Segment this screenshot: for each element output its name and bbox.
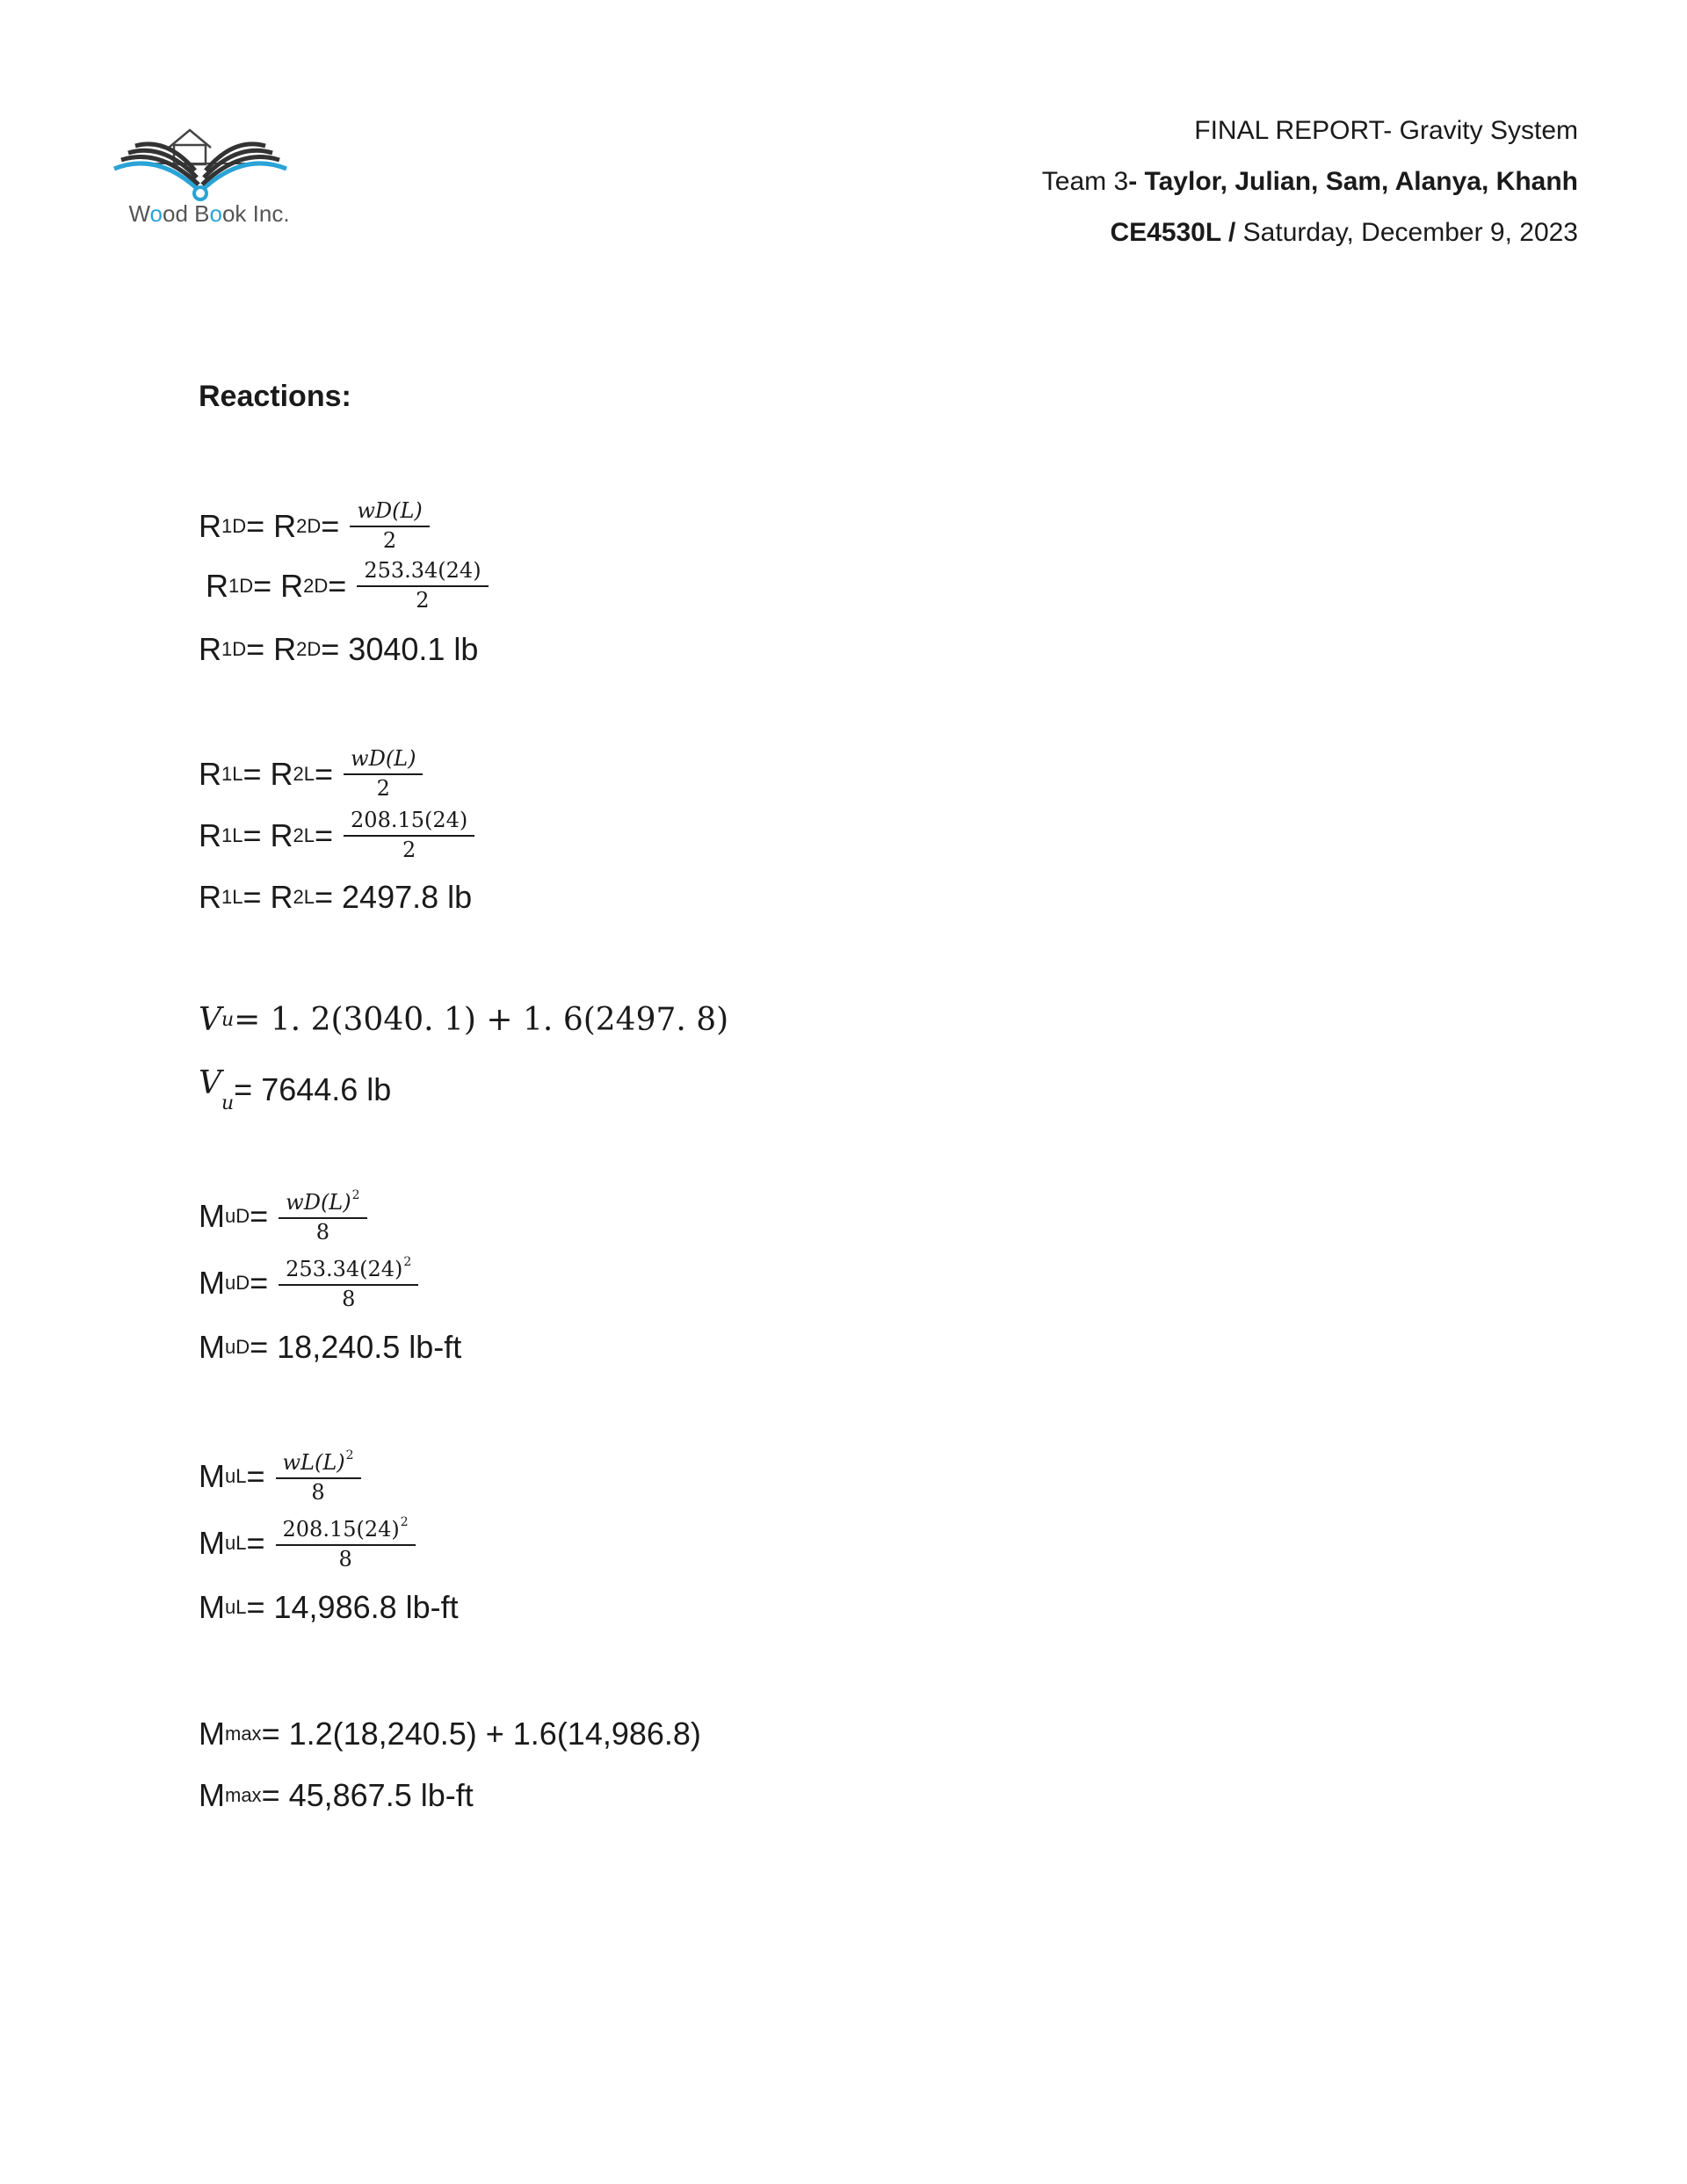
- fraction: $\frac{253.34(24)^2}{8}$: [279, 1255, 418, 1311]
- equation-mmax-result: M max = 45,867.5 lb-ft: [199, 1777, 474, 1813]
- report-title: FINAL REPORT- Gravity System: [1194, 116, 1578, 145]
- equation-mud-result: M uD = 18,240.5 lb-ft: [199, 1329, 462, 1365]
- company-logo: [105, 105, 299, 237]
- equation-mud-substituted: M uD = $\frac{253.34(24)^2}{8}$: [199, 1255, 418, 1311]
- equation-vu-result: $V_u$ = 7644.6 lb: [199, 1065, 392, 1114]
- open-book-house-icon: [105, 105, 299, 202]
- fraction: $\frac{wD(L)}{2}$: [344, 747, 423, 801]
- fraction: $\frac{208.15(24)}{2}$: [344, 809, 474, 862]
- fraction: $\frac{wD(L)^2}{8}$: [279, 1188, 366, 1244]
- fraction: $\frac{wD(L)}{2}$: [350, 499, 429, 553]
- equation-r1l-formula: R 1L = R 2L = $\frac{wD(L)}{2}$: [199, 747, 423, 801]
- section-title: Reactions:: [199, 380, 351, 413]
- equation-r1d-substituted: R 1D = R 2D = $\frac{253.34(24)}{2}$: [206, 559, 489, 613]
- fraction: $\frac{wL(L)^2}{8}$: [276, 1448, 361, 1505]
- equation-r1d-result: R 1D = R 2D = 3040.1 lb: [199, 631, 479, 667]
- team-line: Team 3- Taylor, Julian, Sam, Alanya, Khanh: [1041, 167, 1578, 196]
- equation-r1l-substituted: R 1L = R 2L = $\frac{208.15(24)}{2}$: [199, 809, 474, 862]
- equation-mmax-formula: M max = 1.2(18,240.5) + 1.6(14,986.8): [199, 1716, 701, 1752]
- equation-r1l-result: R 1L = R 2L = 2497.8 lb: [199, 879, 473, 915]
- equation-mul-substituted: M uL = $\frac{208.15(24)^2}{8}$: [199, 1515, 416, 1571]
- equation-mul-result: M uL = 14,986.8 lb-ft: [199, 1589, 459, 1625]
- logo-brand-text: Wood Book Inc.: [128, 200, 290, 227]
- course-date-line: CE4530L / Saturday, December 9, 2023: [1110, 218, 1578, 247]
- equation-mud-formula: M uD = $\frac{wD(L)^2}{8}$: [199, 1188, 367, 1244]
- equation-vu-formula: V u = 1. 2(3040. 1) + 1. 6(2497. 8): [199, 1002, 729, 1038]
- fraction: $\frac{253.34(24)}{2}$: [357, 559, 488, 613]
- equation-mul-formula: M uL = $\frac{wL(L)^2}{8}$: [199, 1448, 361, 1505]
- document-header: [1042, 105, 1578, 258]
- equation-r1d-formula: R 1D = R 2D = $\frac{wD(L)}{2}$: [199, 499, 430, 553]
- fraction: $\frac{208.15(24)^2}{8}$: [276, 1515, 416, 1571]
